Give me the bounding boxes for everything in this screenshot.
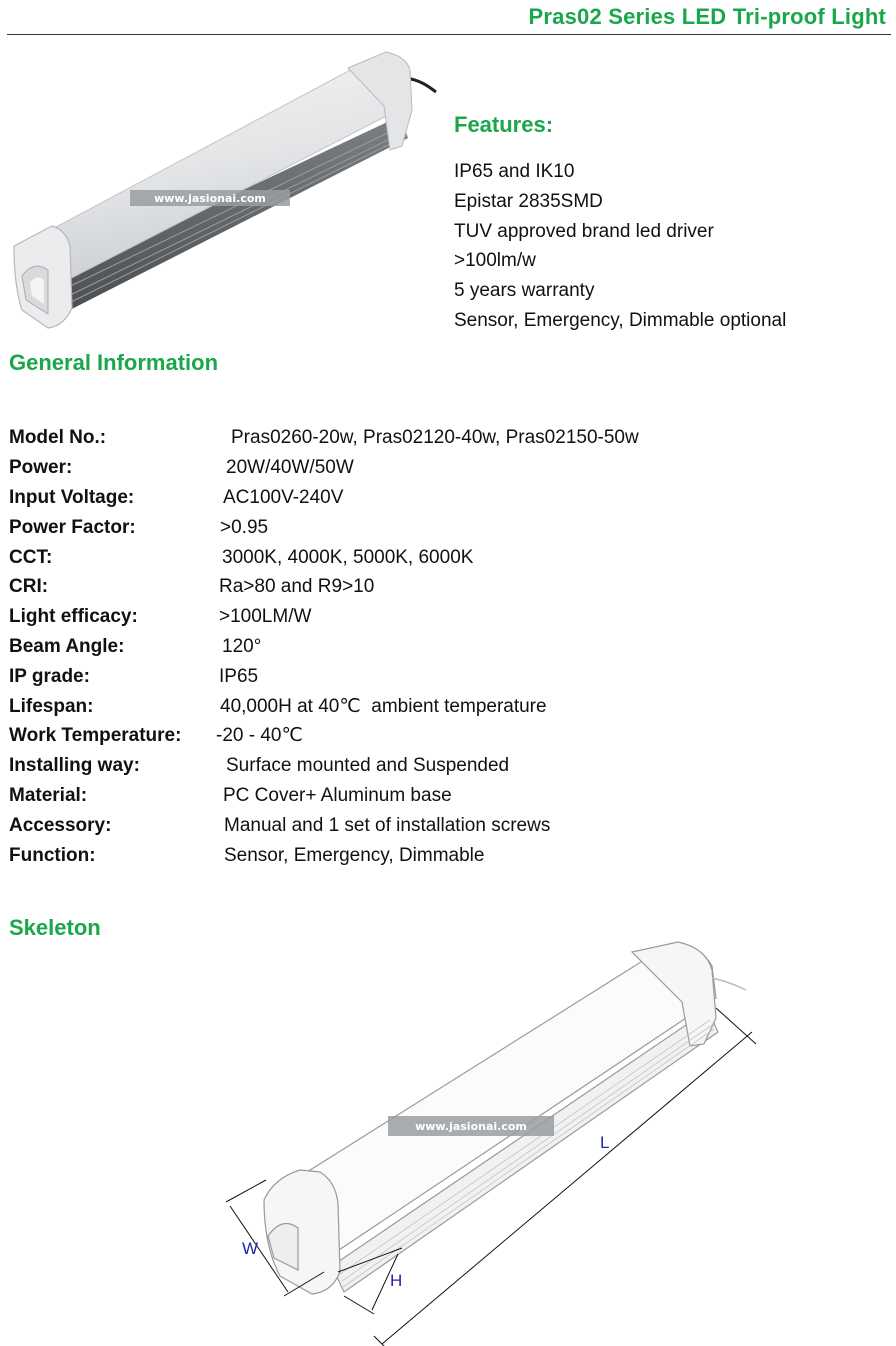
features-heading: Features: [454,112,554,137]
spec-value: 20W/40W/50W [226,457,354,478]
spec-label: Accessory: [9,815,112,836]
feature-item: Epistar 2835SMD [454,190,603,212]
spec-row-work-temperature [9,722,889,750]
title-divider [7,34,891,35]
spec-label: Beam Angle: [9,636,125,657]
length-label: L [600,1133,610,1152]
product-photo [8,46,444,336]
spec-value: Ra>80 and R9>10 [219,576,375,597]
spec-value: Pras0260-20w, Pras02120-40w, Pras02150-50w [231,427,639,448]
spec-row-lifespan [9,693,889,721]
spec-row-cri [9,573,889,601]
spec-value: -20 - 40℃ [216,725,303,746]
spec-row-material [9,782,889,810]
spec-value: >100LM/W [219,606,312,627]
spec-label: Function: [9,845,96,866]
spec-value: Sensor, Emergency, Dimmable [224,845,485,866]
skeleton-watermark: www.jasionai.com [415,1120,527,1133]
spec-row-cct [9,544,889,572]
spec-row-power [9,454,889,482]
spec-row-ip-grade [9,663,889,691]
spec-label: CCT: [9,547,53,568]
width-label: W [242,1239,259,1258]
spec-row-accessory [9,812,889,840]
spec-value: PC Cover+ Aluminum base [223,785,452,806]
feature-item: >100lm/w [454,250,536,272]
spec-label: Power: [9,457,73,478]
spec-value: AC100V-240V [223,487,344,508]
spec-value: 120° [222,636,262,657]
spec-label: IP grade: [9,666,90,687]
spec-row-light-efficacy [9,603,889,631]
spec-label: Model No.: [9,427,107,448]
skeleton-drawing [212,936,772,1346]
spec-label: Installing way: [9,755,140,776]
spec-label: Power Factor: [9,517,136,538]
photo-watermark: www.jasionai.com [154,192,266,205]
spec-label: Input Voltage: [9,487,135,508]
spec-label: Work Temperature: [9,725,182,746]
feature-item: Sensor, Emergency, Dimmable optional [454,309,787,331]
features-list [454,157,786,336]
spec-label: Lifespan: [9,696,94,717]
spec-label: CRI: [9,576,49,597]
spec-row-beam-angle [9,633,889,661]
feature-item: 5 years warranty [454,280,595,302]
spec-value: >0.95 [220,517,269,538]
feature-item: TUV approved brand led driver [454,220,714,242]
spec-row-installing-way [9,752,889,780]
spec-value: Manual and 1 set of installation screws [224,815,551,836]
spec-value: Surface mounted and Suspended [226,755,510,776]
general-information-heading: General Information [9,350,219,375]
spec-row-power-factor [9,514,889,542]
spec-label: Material: [9,785,88,806]
spec-value: 40,000H at 40℃ ambient temperature [220,696,547,717]
skeleton-heading: Skeleton [9,915,101,940]
spec-row-model [9,424,889,452]
spec-label: Light efficacy: [9,606,138,627]
spec-row-function [9,842,889,870]
document-title: Pras02 Series LED Tri-proof Light [528,4,886,29]
spec-value: IP65 [219,666,259,687]
feature-item: IP65 and IK10 [454,161,575,182]
spec-value: 3000K, 4000K, 5000K, 6000K [222,547,474,568]
spec-row-input-voltage [9,484,889,512]
height-label: H [390,1271,403,1290]
